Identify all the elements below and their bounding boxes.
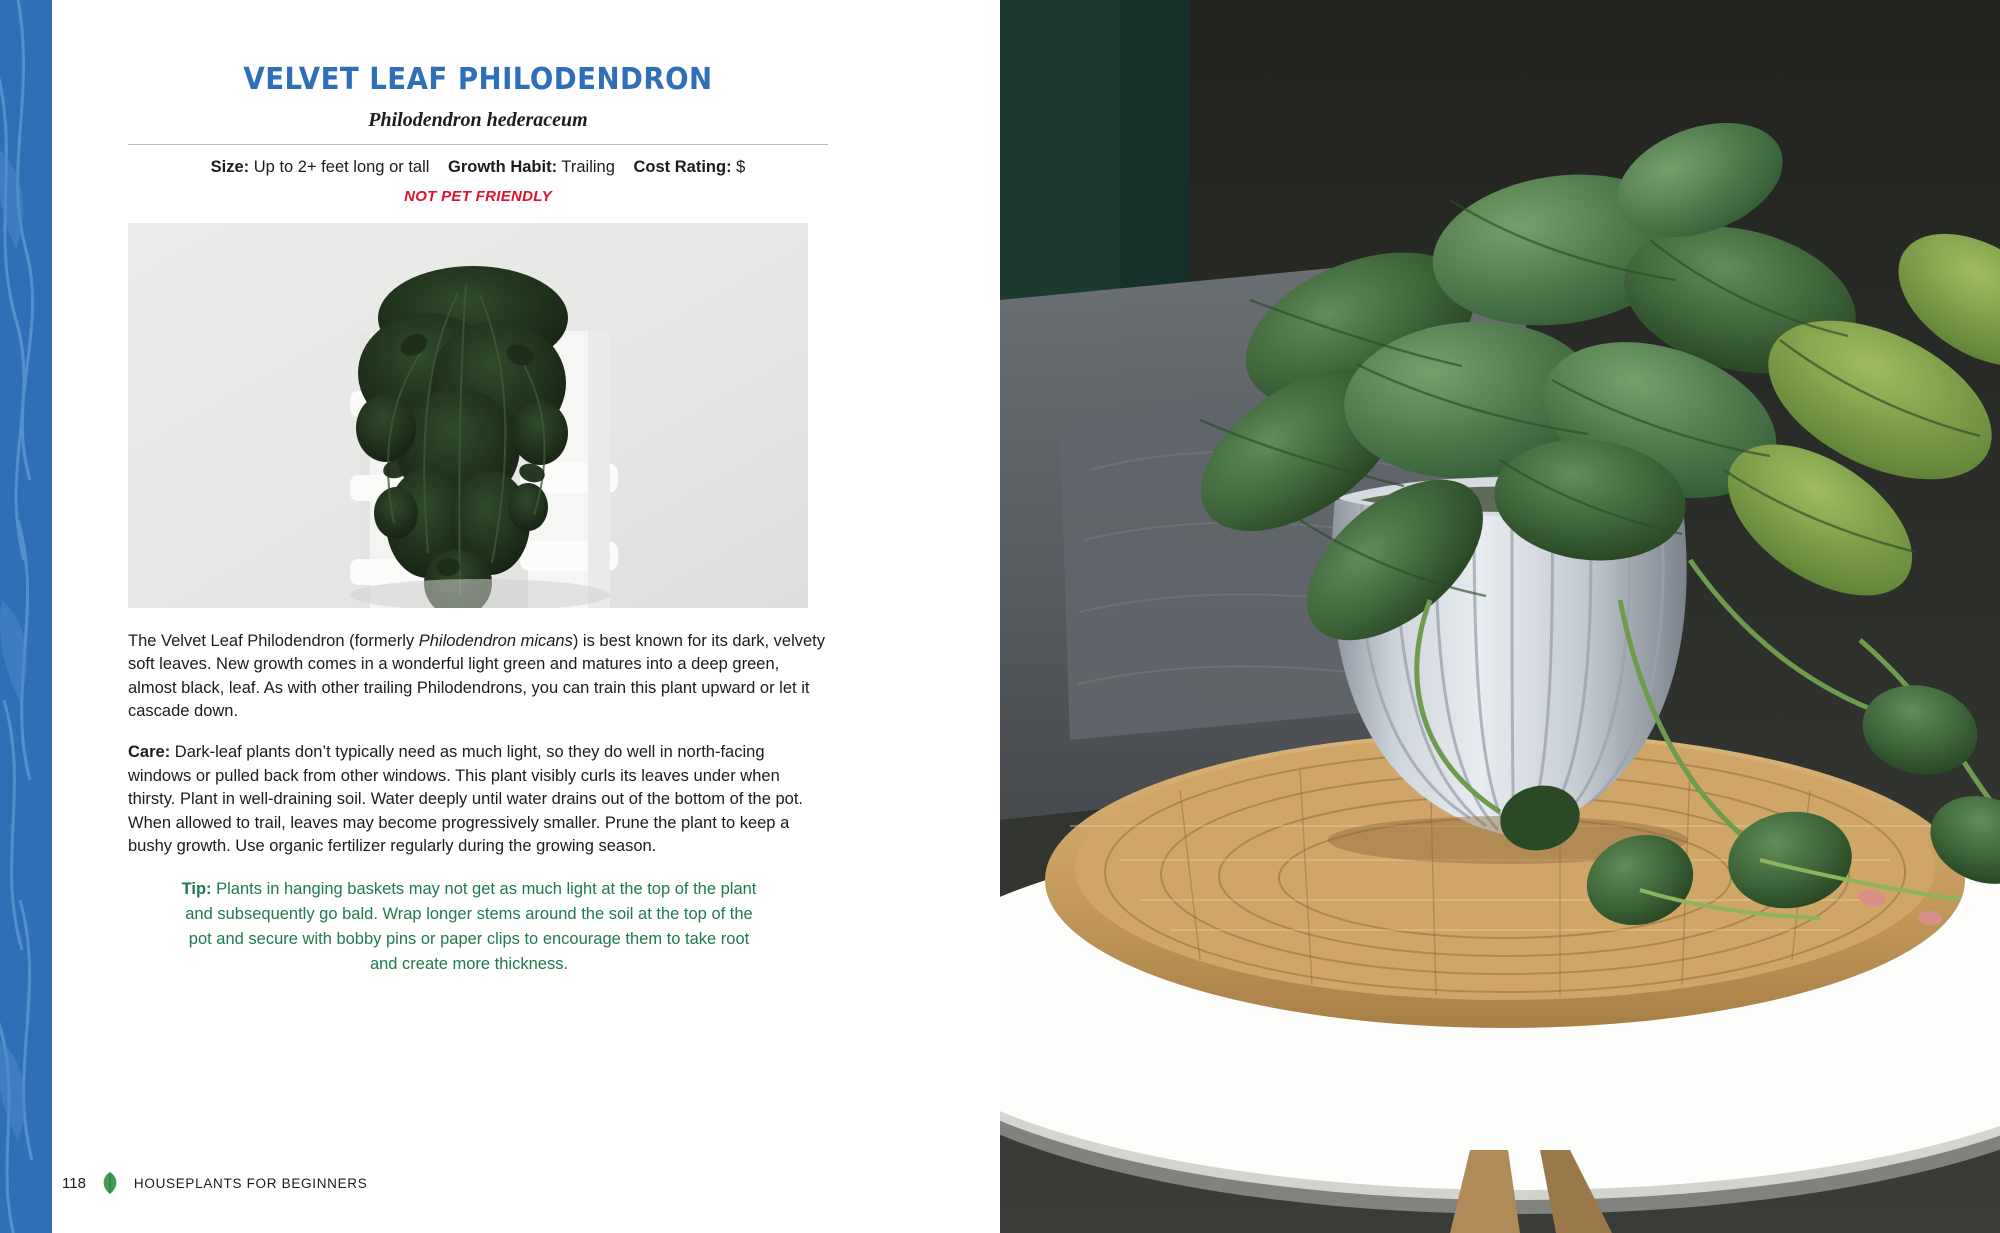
size-label: Size: xyxy=(210,158,250,176)
running-title: HOUSEPLANTS FOR BEGINNERS xyxy=(133,1175,368,1191)
leaf-icon xyxy=(100,1171,120,1195)
description-italic: Philodendron micans xyxy=(418,631,573,650)
page-number: 118 xyxy=(62,1174,86,1192)
size-value: Up to 2+ feet long or tall xyxy=(253,158,430,176)
care-label: Care: xyxy=(128,743,171,762)
spine-decoration-bar xyxy=(0,0,52,1233)
pet-warning-badge: NOT PET FRIENDLY xyxy=(404,187,552,205)
latin-name: Philodendron hederaceum xyxy=(368,109,588,131)
care-paragraph xyxy=(128,741,828,858)
growth-habit-label: Growth Habit: xyxy=(448,158,558,176)
description-paragraph xyxy=(128,630,828,724)
growth-habit-value: Trailing xyxy=(561,158,615,176)
tip-box xyxy=(174,877,764,977)
tip-text: Plants in hanging baskets may not get as much light at the top of the plant and subsequently go bald. Wrap longer stems around the soil at the top of the pot and secure with bobby pins or paper clips to encourage them to take root and create more thickness. xyxy=(185,879,757,973)
care-text: Dark-leaf plants don’t typically need as much light, so they do well in north-facing windows or pulled back from other windows. This plant visibly curls its leaves under when thirsty. Plant in well-draining soil. Water deeply until water drains out of the bottom of the pot. When allowed to trail, leaves may become progressively smaller. Prune the plant to keep a bushy growth. Use organic fertilizer regularly during the growing season. xyxy=(128,743,804,856)
description-part1: The Velvet Leaf Philodendron (formerly xyxy=(128,631,419,650)
inset-photo xyxy=(128,223,808,608)
entry-content xyxy=(128,0,828,1233)
cost-rating-label: Cost Rating: xyxy=(633,158,732,176)
body-text xyxy=(128,630,828,859)
fact-line xyxy=(128,158,828,178)
description-part2: ) is best known for its dark, velvety soft leaves. New growth comes in a wonderful light green and matures into a deep green, almost black, leaf. As with other trailing Philodendrons, you can train this plant upward or let it cascade down. xyxy=(128,631,826,721)
cost-rating-value: $ xyxy=(736,158,746,176)
divider xyxy=(128,144,828,145)
page-footer xyxy=(62,1171,367,1195)
main-photo xyxy=(1000,0,2000,1233)
tip-label: Tip: xyxy=(181,879,212,898)
page-title: VELVET LEAF PHILODENDRON xyxy=(243,62,713,97)
